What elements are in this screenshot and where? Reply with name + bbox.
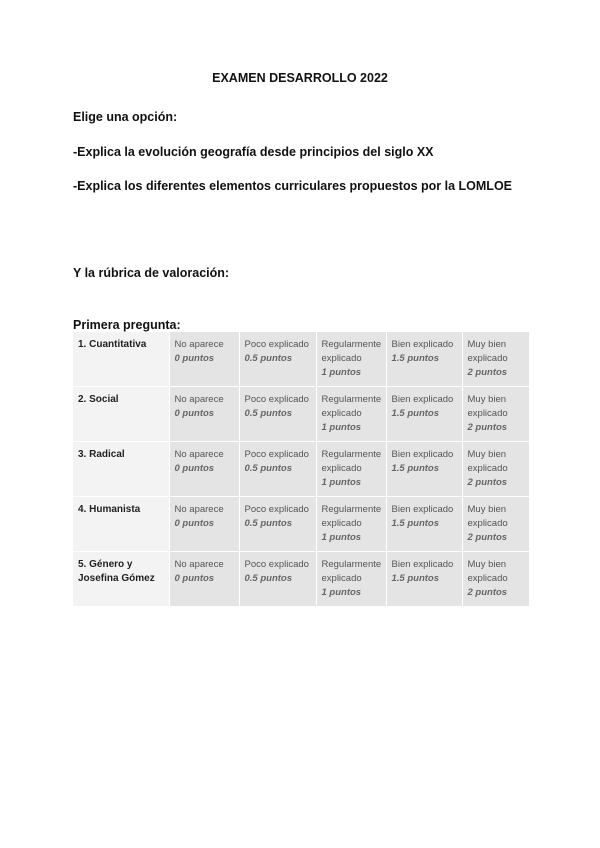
level-cell <box>239 387 316 442</box>
level-label: Regularmente explicado <box>321 449 382 475</box>
level-cell <box>169 387 239 442</box>
level-cell <box>386 497 462 552</box>
level-points: 0 puntos <box>174 573 215 585</box>
level-label: Poco explicado <box>244 339 309 350</box>
criterion-cell: 2. Social <box>73 387 169 442</box>
level-cell <box>462 497 529 552</box>
level-points: 0.5 puntos <box>244 573 293 585</box>
level-label: Regularmente explicado <box>321 504 382 530</box>
criterion-cell: 3. Radical <box>73 442 169 497</box>
level-cell <box>462 387 529 442</box>
level-cell <box>169 497 239 552</box>
level-label: Bien explicado <box>391 449 454 461</box>
level-label: Bien explicado <box>391 559 454 571</box>
level-points: 0.5 puntos <box>244 353 293 364</box>
criterion-cell: 4. Humanista <box>73 497 169 552</box>
criterion-cell: 1. Cuantitativa <box>73 332 169 387</box>
level-points: 2 puntos <box>467 587 508 599</box>
rubric-intro-text: Y la rúbrica de valoración: <box>73 266 230 280</box>
level-points: 0 puntos <box>174 408 215 420</box>
level-label: Muy bien explicado <box>467 504 508 530</box>
level-points: 2 puntos <box>467 477 508 489</box>
page-title: EXAMEN DESARROLLO 2022 <box>212 71 388 85</box>
level-cell <box>169 332 239 387</box>
level-points: 1.5 puntos <box>391 353 440 364</box>
level-points: 1.5 puntos <box>391 573 440 585</box>
level-cell <box>316 387 386 442</box>
level-label: Poco explicado <box>244 449 309 461</box>
level-label: Poco explicado <box>244 504 309 516</box>
level-label: Muy bien explicado <box>467 559 508 585</box>
level-label: Poco explicado <box>244 559 309 571</box>
level-points: 1 puntos <box>321 532 362 544</box>
table-row <box>73 497 529 552</box>
level-points: 1 puntos <box>321 587 362 599</box>
level-cell <box>169 552 239 607</box>
level-label: Regularmente explicado <box>321 339 382 364</box>
level-cell <box>462 552 529 607</box>
level-label: Muy bien explicado <box>467 449 508 475</box>
table-row <box>73 387 529 442</box>
rubric-table <box>73 332 529 607</box>
level-cell <box>239 332 316 387</box>
level-points: 0 puntos <box>174 518 215 530</box>
level-cell <box>316 552 386 607</box>
level-label: Muy bien explicado <box>467 394 508 420</box>
level-cell <box>386 332 462 387</box>
level-label: Poco explicado <box>244 394 309 406</box>
level-points: 0 puntos <box>174 353 215 364</box>
level-cell <box>169 442 239 497</box>
level-label: No aparece <box>174 504 224 516</box>
level-points: 0.5 puntos <box>244 463 293 475</box>
option-2-text: -Explica los diferentes elementos curriculares propuestos por la LOMLOE <box>73 179 513 193</box>
level-cell <box>386 442 462 497</box>
level-points: 1.5 puntos <box>391 463 440 475</box>
level-points: 0.5 puntos <box>244 518 293 530</box>
level-cell <box>316 442 386 497</box>
instruction-text: Elige una opción: <box>73 110 178 124</box>
level-label: No aparece <box>174 394 224 406</box>
level-label: Bien explicado <box>391 504 454 516</box>
level-label: Bien explicado <box>391 339 454 350</box>
level-points: 2 puntos <box>467 367 508 378</box>
criterion-cell: 5. Género y Josefina Gómez <box>73 552 169 607</box>
level-cell <box>316 497 386 552</box>
level-points: 1 puntos <box>321 477 362 489</box>
table-row <box>73 332 529 387</box>
level-cell <box>316 332 386 387</box>
level-points: 0.5 puntos <box>244 408 293 420</box>
level-label: Regularmente explicado <box>321 559 382 585</box>
level-label: Bien explicado <box>391 394 454 406</box>
level-cell <box>239 552 316 607</box>
level-label: No aparece <box>174 339 224 350</box>
level-cell <box>239 497 316 552</box>
level-points: 1.5 puntos <box>391 518 440 530</box>
level-label: Muy bien explicado <box>467 339 508 364</box>
question-label: Primera pregunta: <box>73 318 181 332</box>
level-points: 1.5 puntos <box>391 408 440 420</box>
level-points: 0 puntos <box>174 463 215 475</box>
level-cell <box>239 442 316 497</box>
level-cell <box>462 332 529 387</box>
level-points: 1 puntos <box>321 367 362 378</box>
option-1-text: -Explica la evolución geografía desde principios del siglo XX <box>73 145 434 159</box>
level-label: Regularmente explicado <box>321 394 382 420</box>
level-cell <box>462 442 529 497</box>
level-cell <box>386 387 462 442</box>
level-label: No aparece <box>174 449 224 461</box>
level-label: No aparece <box>174 559 224 571</box>
level-points: 2 puntos <box>467 532 508 544</box>
table-row <box>73 552 529 607</box>
table-row <box>73 442 529 497</box>
level-points: 1 puntos <box>321 422 362 434</box>
level-cell <box>386 552 462 607</box>
level-points: 2 puntos <box>467 422 508 434</box>
